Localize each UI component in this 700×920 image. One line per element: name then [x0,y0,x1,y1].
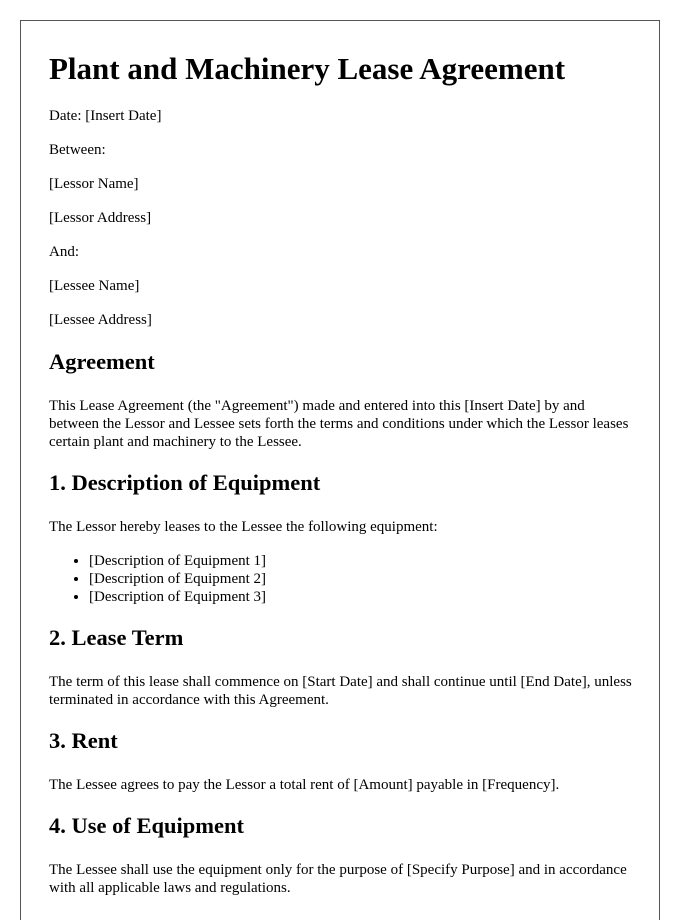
agreement-text: This Lease Agreement (the "Agreement") made and entered into this [Insert Date] by and between the Lessor and Lessee sets forth the terms and conditions under which the Lessor leases certain plant and machinery to the Lessee. [49,398,629,450]
between-label: Between: [49,142,106,158]
section-2-heading: 2. Lease Term [49,625,184,650]
lessor-address: [Lessor Address] [49,210,152,226]
list-item: • [Description of Equipment 3] [89,588,266,606]
section-1-intro: The Lessor hereby leases to the Lessee the following equipment: [49,519,438,535]
agreement-heading: Agreement [49,349,155,374]
section-1-heading: 1. Description of Equipment [49,470,321,495]
lessee-name: [Lessee Name] [49,278,140,294]
and-label: And: [49,244,79,260]
document-title: Plant and Machinery Lease Agreement [49,51,566,86]
list-item: • [Description of Equipment 2] [89,570,266,588]
section-4-text: The Lessee shall use the equipment only for the purpose of [Specify Purpose] and in accordance with all applicable laws and regulations. [49,862,627,896]
section-2-text: The term of this lease shall commence on [Start Date] and shall continue until [End Date], unless terminated in accordance with this Agreement. [49,674,632,708]
section-4-heading: 4. Use of Equipment [49,813,245,838]
lessee-address: [Lessee Address] [49,312,152,328]
date-line: Date: [Insert Date] [49,108,162,124]
section-3-text: The Lessee agrees to pay the Lessor a total rent of [Amount] payable in [Frequency]. [49,777,560,793]
section-3-heading: 3. Rent [49,728,118,753]
equipment-list [49,552,266,606]
document-page [20,20,660,920]
lessor-name: [Lessor Name] [49,176,139,192]
list-item: • [Description of Equipment 1] [89,552,266,570]
